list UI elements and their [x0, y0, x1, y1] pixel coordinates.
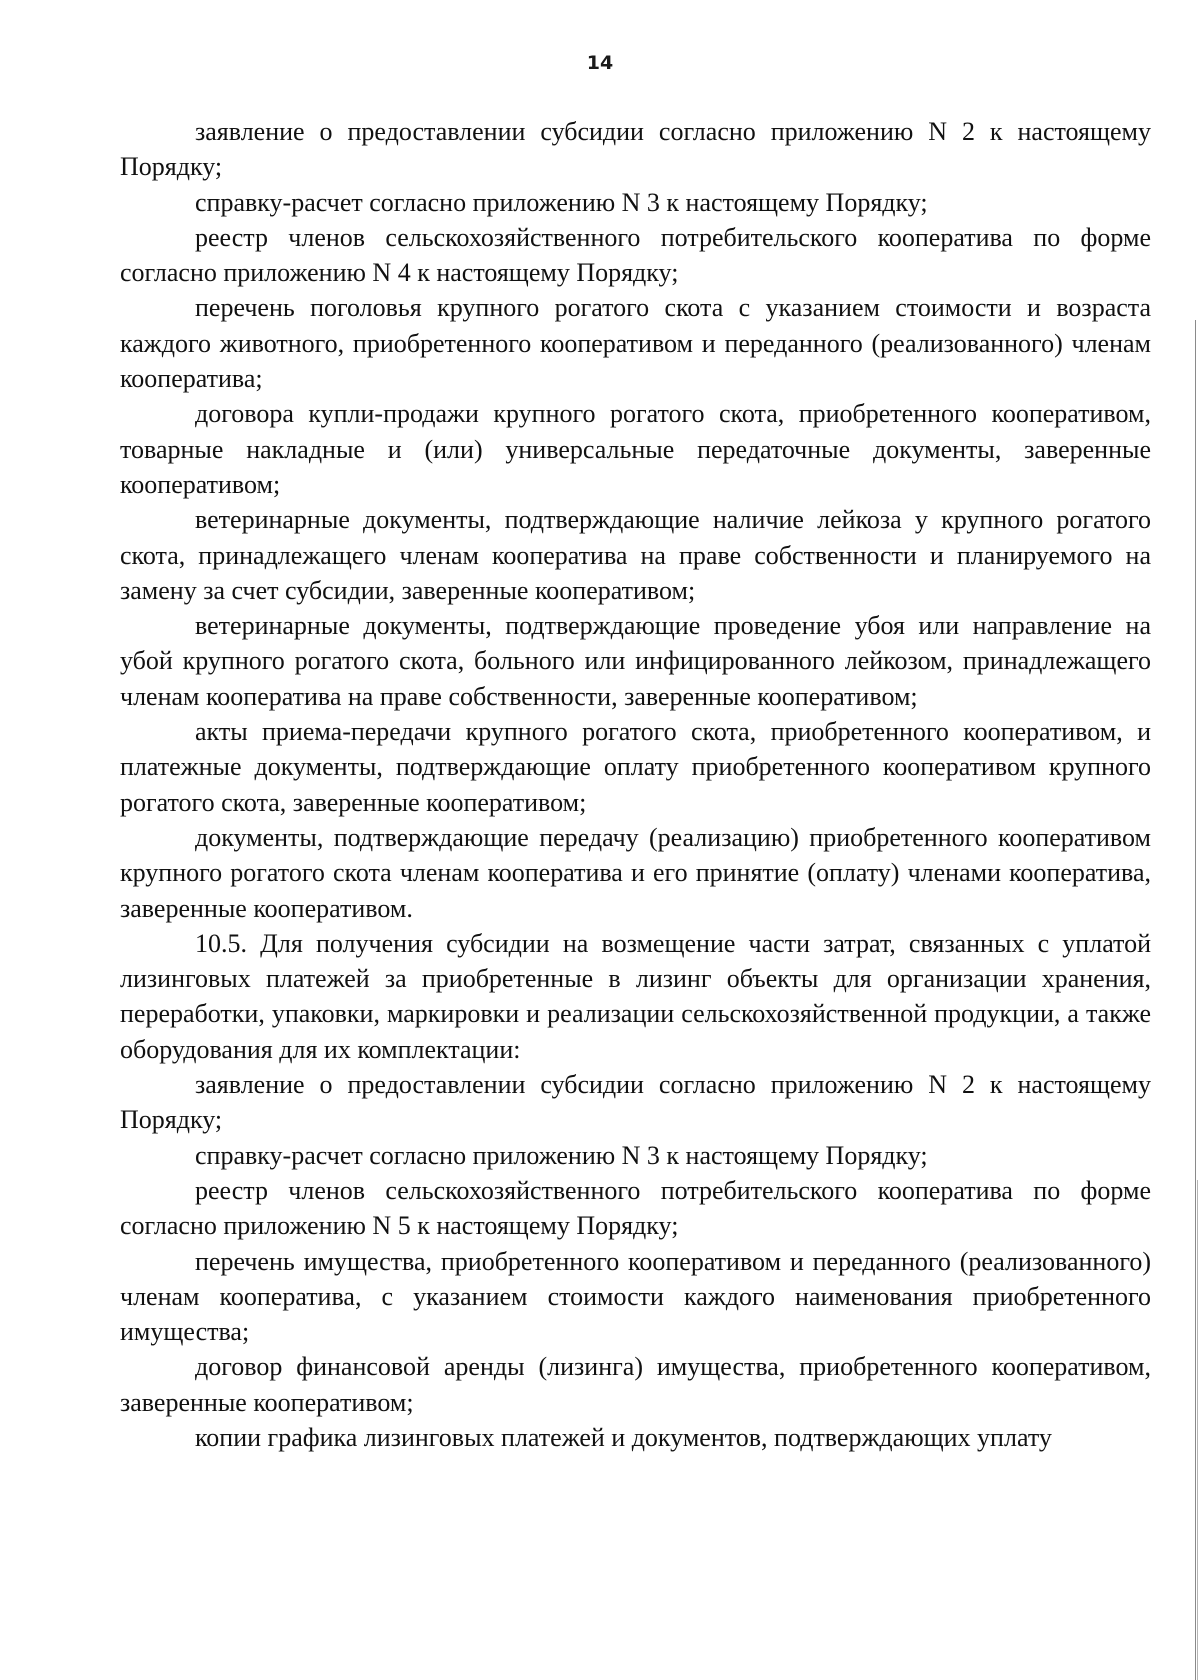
paragraph-transfer-acts: акты приема-передачи крупного рогатого скота, приобретенного кооперативом, и платежные документы, подтверждающие оплату приобретенного кооперативом крупного рогатого скота, заверенные кооперативом; — [120, 717, 1151, 817]
paragraph-calculation-annex-3: справку-расчет согласно приложению N 3 к настоящему Порядку; — [195, 187, 928, 217]
paragraph-leasing-schedule: копии графика лизинговых платежей и документов, подтверждающих уплату — [195, 1422, 1052, 1452]
paragraph-register-annex-4: реестр членов сельскохозяйственного потребительского кооператива по форме согласно приложению N 4 к настоящему Порядку; — [120, 222, 1151, 288]
paragraph-application-annex-2-second: заявление о предоставлении субсидии согласно приложению N 2 к настоящему Порядку; — [120, 1070, 1151, 1135]
document-body — [120, 114, 1151, 1455]
paragraph-transfer-documents: документы, подтверждающие передачу (реализацию) приобретенного кооперативом крупного рогатого скота членам кооператива и его принятие (оплату) членами кооператива, заверенные кооперативом. — [120, 822, 1151, 923]
paragraph-leasing-contract: договор финансовой аренды (лизинга) имущества, приобретенного кооперативом, заверенные кооперативом; — [120, 1352, 1151, 1417]
paragraph-register-annex-5: реестр членов сельскохозяйственного потребительского кооператива по форме согласно приложению N 5 к настоящему Порядку; — [120, 1175, 1151, 1241]
paragraph-application-annex-2: заявление о предоставлении субсидии согласно приложению N 2 к настоящему Порядку; — [120, 117, 1151, 182]
paragraph-property-list: перечень имущества, приобретенного кооперативом и переданного (реализованного) членам кооператива, с указанием стоимости каждого наименования приобретенного имущества; — [120, 1246, 1151, 1347]
paragraph-veterinary-slaughter: ветеринарные документы, подтверждающие проведение убоя или направление на убой крупного рогатого скота, больного или инфицированного лейкозом, принадлежащего членам кооператива на праве собственности, заверенные кооперативом; — [120, 611, 1151, 711]
paragraph-purchase-contracts: договора купли-продажи крупного рогатого скота, приобретенного кооперативом, товарные накладные и (или) универсальные передаточные документы, заверенные кооперативом; — [120, 399, 1151, 499]
page-number: 14 — [586, 52, 614, 74]
paragraph-section-10-5: 10.5. Для получения субсидии на возмещение части затрат, связанных с уплатой лизинговых платежей за приобретенные в лизинг объекты для организации хранения, переработки, упаковки, маркировки и реализации сельскохозяйственной продукции, а также оборудования для их комплектации: — [120, 928, 1151, 1064]
paragraph-calculation-annex-3-second: справку-расчет согласно приложению N 3 к настоящему Порядку; — [195, 1140, 928, 1170]
scan-edge-line-secondary — [1197, 1180, 1198, 1680]
paragraph-veterinary-leukosis: ветеринарные документы, подтверждающие наличие лейкоза у крупного рогатого скота, принадлежащего членам кооператива на праве собственности и планируемого на замену за счет субсидии, заверенные кооперативом; — [120, 505, 1151, 605]
paragraph-livestock-list: перечень поголовья крупного рогатого скота с указанием стоимости и возраста каждого животного, приобретенного кооперативом и переданного (реализованного) членам кооператива; — [120, 293, 1151, 394]
scan-edge-line — [1195, 320, 1196, 1680]
